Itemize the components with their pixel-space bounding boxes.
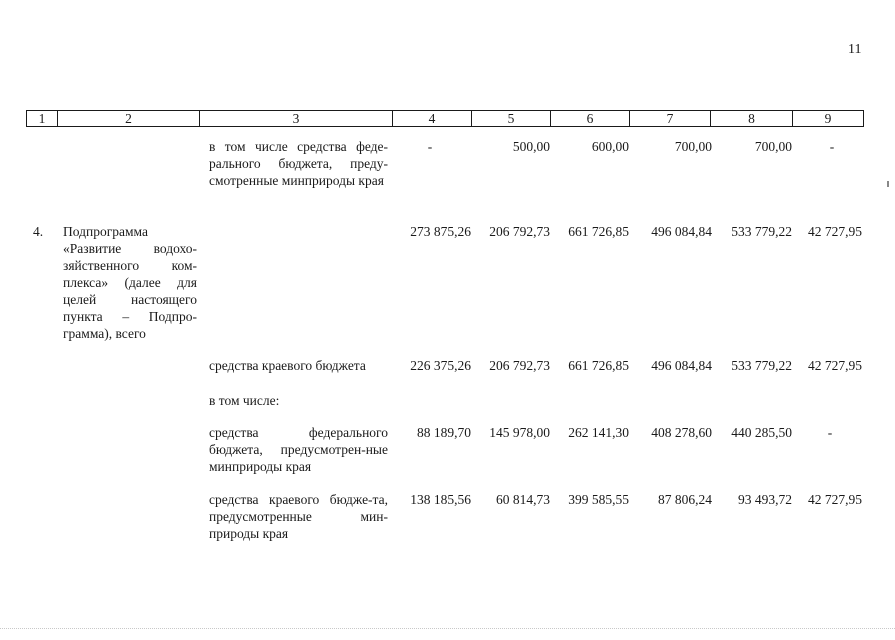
value-col9: 42 727,95 (808, 224, 862, 239)
value-col5: 500,00 (512, 139, 550, 154)
funding-source: средства краевого бюдже-та, предусмотренные мин-природы края (209, 492, 388, 541)
value-col9: - (827, 425, 833, 440)
value-col9: - (829, 139, 835, 154)
value-col6: 661 726,85 (568, 224, 629, 239)
funding-source: средства федерального бюджета, предусмотрен-ные минприроды края (209, 425, 388, 474)
value-col8: 440 285,50 (731, 425, 792, 440)
value-col7: 496 084,84 (651, 224, 712, 239)
value-col6: 399 585,55 (568, 492, 629, 507)
value-col4: 273 875,26 (410, 224, 471, 239)
funding-source: в том числе средства феде-ральнoго бюджета, преду-смотренные минприроды края (209, 139, 388, 188)
value-col7: 700,00 (674, 139, 712, 154)
value-col4: 138 185,56 (410, 492, 471, 507)
value-col6: 262 141,30 (568, 425, 629, 440)
value-col8: 700,00 (754, 139, 792, 154)
column-header: 5 (472, 111, 551, 127)
column-header: 4 (393, 111, 472, 127)
value-col8: 93 493,72 (738, 492, 792, 507)
scan-mark (887, 181, 889, 187)
page-number: 11 (848, 42, 862, 57)
column-header: 9 (793, 111, 864, 127)
value-col5: 206 792,73 (489, 358, 550, 373)
funding-source: средства краевого бюджета (209, 358, 366, 373)
column-header: 7 (630, 111, 711, 127)
subprogram-name: Подпрограмма «Развитие водохо-зяйственного ком-плекса» (далее для целей настоящего пункта – Подпро-грамма), всего (63, 224, 197, 341)
value-col9: 42 727,95 (808, 492, 862, 507)
column-header: 2 (58, 111, 200, 127)
value-col5: 206 792,73 (489, 224, 550, 239)
value-col5: 145 978,00 (489, 425, 550, 440)
value-col4: - (427, 139, 433, 154)
value-col7: 496 084,84 (651, 358, 712, 373)
column-header: 8 (711, 111, 793, 127)
page-bottom-edge (0, 628, 895, 630)
value-col9: 42 727,95 (808, 358, 862, 373)
value-col6: 661 726,85 (568, 358, 629, 373)
funding-source: в том числе: (209, 393, 280, 408)
value-col6: 600,00 (591, 139, 629, 154)
value-col8: 533 779,22 (731, 224, 792, 239)
value-col8: 533 779,22 (731, 358, 792, 373)
value-col7: 87 806,24 (658, 492, 712, 507)
column-header-row (26, 110, 864, 127)
value-col5: 60 814,73 (496, 492, 550, 507)
value-col4: 88 189,70 (417, 425, 471, 440)
column-header: 1 (27, 111, 58, 127)
value-col7: 408 278,60 (651, 425, 712, 440)
row-number: 4. (33, 224, 44, 239)
column-header: 3 (200, 111, 393, 127)
column-header: 6 (551, 111, 630, 127)
value-col4: 226 375,26 (410, 358, 471, 373)
